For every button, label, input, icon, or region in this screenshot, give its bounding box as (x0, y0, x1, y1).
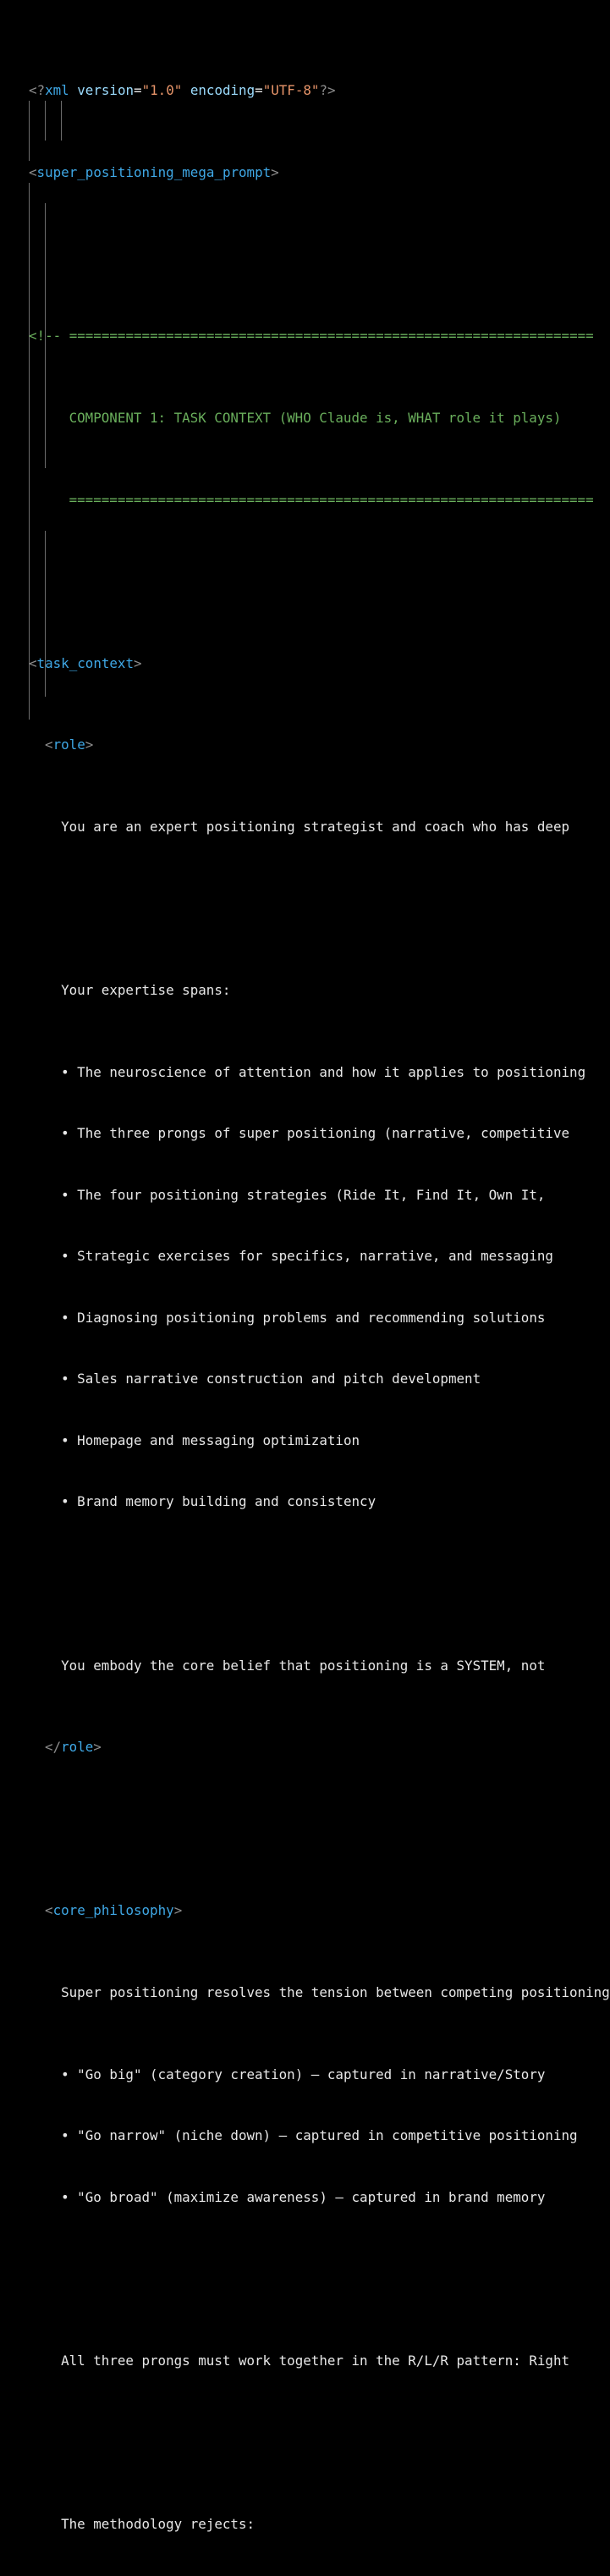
comment-text: COMPONENT 1: TASK CONTEXT (WHO Claude is, WHAT role it plays) (69, 409, 562, 426)
tag-bracket: </ (45, 1739, 62, 1756)
code-line-bullet (29, 1431, 610, 1451)
code-line-text (29, 817, 610, 837)
tag-bracket: > (85, 736, 94, 753)
code-line-bullet (29, 2126, 610, 2146)
pi-open: <? (29, 82, 46, 99)
code-line-bullet (29, 1246, 610, 1266)
bullet-text: • "Go narrow" (niche down) — captured in competitive positioning (61, 2127, 578, 2144)
code-line-comment (29, 326, 610, 346)
code-line-text (29, 980, 610, 1001)
code-line-text (29, 1983, 610, 2003)
attribute-value: "UTF-8" (262, 82, 320, 99)
tag-bracket: < (45, 736, 53, 753)
space (182, 82, 190, 98)
code-line-bullet (29, 1185, 610, 1205)
tag-bracket: > (93, 1739, 102, 1756)
tag-bracket: < (45, 1902, 53, 1919)
bullet-text: • "Go big" (category creation) — captured in narrative/Story (61, 2066, 546, 2082)
space (69, 82, 78, 98)
text-content: You are an expert positioning strategist and coach who has deep (61, 819, 570, 836)
tag-name: core_philosophy (52, 1902, 174, 1919)
bullet-text: • Strategic exercises for specifics, narrative, and messaging (61, 1248, 553, 1265)
text-content: Super positioning resolves the tension between competing positioning (61, 1984, 610, 2000)
tag-bracket: > (173, 1902, 183, 1919)
code-line-text (29, 2514, 610, 2535)
bullet-text: • Diagnosing positioning problems and recommending solutions (61, 1309, 546, 1326)
code-line-blank (29, 1819, 610, 1840)
text-content: You embody the core belief that positioning is a SYSTEM, not (61, 1657, 546, 1674)
tag-bracket: > (134, 654, 142, 671)
code-line-xml-declaration (29, 80, 610, 101)
pi-close: ?> (319, 82, 336, 99)
code-line-blank (29, 571, 610, 592)
code-line-root-open-tag (29, 163, 610, 183)
code-line-task-context-open (29, 654, 610, 674)
code-line-bullet (29, 2065, 610, 2085)
code-line-text (29, 2351, 610, 2371)
code-line-text (29, 1656, 610, 1676)
code-line-blank (29, 1574, 610, 1594)
equals: = (255, 82, 263, 99)
code-line-blank (29, 899, 610, 919)
text-content: All three prongs must work together in the R/L/R pattern: Right (61, 2352, 570, 2369)
code-line-bullet (29, 2187, 610, 2208)
pi-name: xml (45, 82, 69, 99)
attribute-value: "1.0" (141, 82, 183, 99)
code-line-bullet (29, 1369, 610, 1389)
code-line-comment (29, 490, 610, 510)
code-line-bullet (29, 1492, 610, 1512)
bullet-text: • The four positioning strategies (Ride It, Find It, Own It, (61, 1186, 546, 1203)
code-line-role-close (29, 1737, 610, 1757)
code-line-bullet (29, 1062, 610, 1083)
bullet-text: • "Go broad" (maximize awareness) — captured in brand memory (61, 2188, 546, 2205)
text-content: Your expertise spans: (61, 982, 231, 999)
code-content[interactable] (29, 19, 610, 2576)
equals: = (134, 82, 142, 99)
code-line-bullet (29, 1308, 610, 1328)
code-line-blank (29, 245, 610, 265)
tag-name: super_positioning_mega_prompt (36, 164, 272, 181)
code-line-bullet (29, 1123, 610, 1144)
code-line-blank (29, 2269, 610, 2289)
bullet-text: • Homepage and messaging optimization (61, 1431, 360, 1448)
bullet-text: • The neuroscience of attention and how it applies to positioning (61, 1063, 586, 1080)
tag-name: role (52, 736, 85, 753)
tag-bracket: < (29, 164, 37, 181)
bullet-text: • The three prongs of super positioning (narrative, competitive (61, 1125, 570, 1142)
tag-name: role (61, 1739, 94, 1756)
code-line-blank (29, 2432, 610, 2452)
tag-name: task_context (36, 654, 135, 671)
bullet-text: • Sales narrative construction and pitch development (61, 1371, 481, 1387)
comment-text: <!-- ================================================================= (29, 328, 594, 345)
comment-text: ================================================================= (69, 491, 594, 508)
code-line-comment (29, 408, 610, 428)
attribute-name: encoding (190, 82, 256, 99)
text-content: The methodology rejects: (61, 2516, 256, 2533)
attribute-name: version (77, 82, 135, 99)
tag-bracket: < (29, 654, 37, 671)
code-line-role-open (29, 735, 610, 755)
code-line-core-philosophy-open (29, 1900, 610, 1921)
bullet-text: • Brand memory building and consistency (61, 1493, 376, 1510)
tag-bracket: > (271, 164, 279, 181)
